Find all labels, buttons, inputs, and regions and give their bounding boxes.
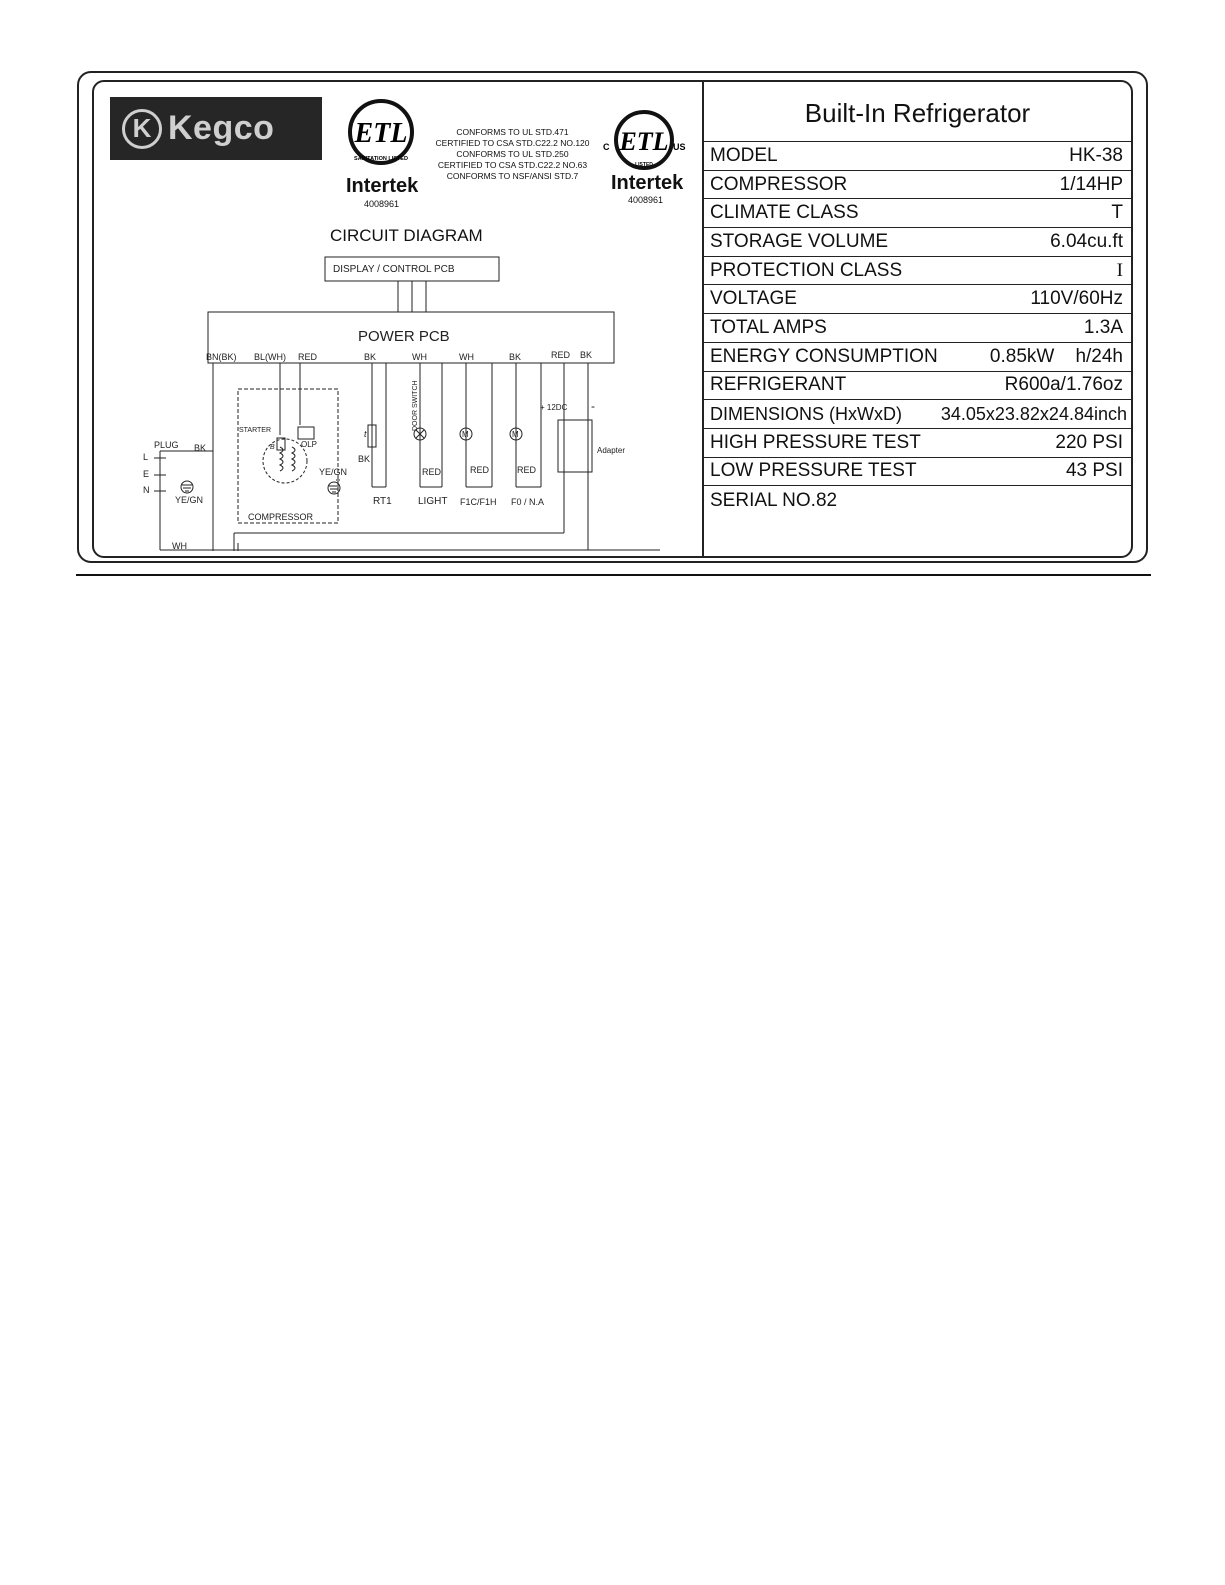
spec-label: VOLTAGE — [710, 288, 797, 310]
light-label: LIGHT — [418, 496, 448, 507]
spec-value: 6.04cu.ft — [1050, 230, 1123, 252]
conforms-line: CERTIFIED TO CSA STD.C22.2 NO.120 — [435, 138, 590, 148]
door-switch-label: DOOR SWITCH — [412, 380, 419, 431]
spec-value: R600a/1.76oz — [1004, 374, 1123, 396]
circuit-diagram-svg — [140, 255, 660, 555]
wire-label: BK — [580, 350, 593, 360]
spec-label: STORAGE VOLUME — [710, 230, 889, 252]
etl-arc-text: SANITATION LISTED — [354, 156, 408, 162]
spec-value: 34.05x23.82x24.84inch — [940, 403, 1127, 424]
spec-label: COMPRESSOR — [710, 173, 848, 195]
cetlus-prefix: C — [603, 142, 610, 152]
olp-label: OLP — [301, 440, 318, 449]
etl-sanitation-mark — [346, 98, 416, 170]
conforms-line: CONFORMS TO UL STD.250 — [456, 149, 569, 159]
starter-symbol: B — [270, 444, 275, 451]
thermistor-symbol: t — [364, 429, 367, 439]
spec-label: ENERGY CONSUMPTION — [710, 345, 938, 367]
wire-label: BK — [509, 352, 522, 362]
red-label: RED — [422, 467, 442, 477]
conformance-statements — [425, 127, 600, 182]
spec-value: 110V/60Hz — [1030, 288, 1123, 310]
plug-pin-n: N — [143, 485, 150, 495]
spec-label: HIGH PRESSURE TEST — [710, 431, 921, 453]
intertek-brand-right: Intertek — [611, 172, 684, 194]
spec-row-compressor — [704, 170, 1131, 199]
wire-label: RED — [298, 352, 318, 362]
f1c-label: F1C/F1H — [460, 497, 497, 507]
motor-symbol: M — [512, 430, 519, 439]
wire-label: RED — [551, 350, 571, 360]
kegco-logo-text: Kegco — [168, 109, 275, 147]
spec-label: MODEL — [710, 144, 778, 166]
f0-label: F0 / N.A — [511, 497, 545, 507]
spec-row-voltage — [704, 284, 1131, 313]
spec-row-energy-consumption — [704, 342, 1131, 371]
power-pcb-label: POWER PCB — [358, 328, 450, 345]
bk-wire-label: BK — [194, 443, 207, 453]
ye-gn-label-left: YE/GN — [175, 495, 204, 505]
spec-value: 220 PSI — [1055, 431, 1123, 453]
plug-label: PLUG — [154, 440, 179, 450]
rt1-label: RT1 — [373, 496, 392, 507]
wire-label: BK — [364, 352, 377, 362]
spec-value: 43 PSI — [1065, 460, 1123, 482]
ye-gn-label-right: YE/GN — [319, 467, 348, 477]
spec-row-protection-class — [704, 256, 1131, 285]
spec-label: TOTAL AMPS — [710, 316, 827, 338]
wire-label: BL(WH) — [254, 352, 286, 362]
kegco-logo-mark: K — [122, 109, 162, 149]
spec-label: DIMENSIONS (HxWxD) — [710, 403, 902, 424]
conforms-line: CONFORMS TO NSF/ANSI STD.7 — [446, 171, 579, 181]
wire-label: BN(BK) — [206, 352, 237, 362]
conforms-line: CONFORMS TO UL STD.471 — [456, 127, 569, 137]
circuit-diagram-title: CIRCUIT DIAGRAM — [330, 226, 483, 245]
spec-row-model — [704, 141, 1131, 170]
dc-minus-label: - — [591, 399, 595, 413]
display-pcb-label: DISPLAY / CONTROL PCB — [333, 264, 455, 275]
etl-arc-text: LISTED — [635, 162, 653, 168]
spec-value: HK-38 — [1069, 144, 1123, 166]
bk-rt1-label: BK — [358, 454, 371, 464]
dc-plus-label: + 12DC — [540, 403, 568, 412]
spec-value: 0.85kW h/24h — [989, 345, 1123, 367]
cetlus-listed-mark — [600, 108, 688, 174]
wh-label-bottom: WH — [172, 541, 187, 551]
spec-row-high-pressure-test — [704, 428, 1131, 457]
red-label: RED — [470, 465, 490, 475]
spec-label: REFRIGERANT — [710, 374, 847, 396]
spec-value: 1.3A — [1083, 316, 1123, 338]
serial-number: SERIAL NO.82 — [704, 485, 1131, 525]
spec-row-refrigerant — [704, 371, 1131, 400]
spec-value: I — [1116, 259, 1123, 281]
spec-title: Built-In Refrigerator — [804, 98, 1031, 128]
cetlus-suffix: US — [673, 142, 686, 152]
red-label: RED — [517, 465, 537, 475]
spec-row-dimensions — [704, 399, 1131, 428]
intertek-number-right: 4008961 — [628, 195, 664, 205]
spec-value: 1/14HP — [1059, 173, 1123, 195]
page-rule — [76, 574, 1151, 576]
spec-row-climate-class — [704, 198, 1131, 227]
intertek-brand-left: Intertek — [346, 175, 419, 197]
spec-row-storage-volume — [704, 227, 1131, 256]
intertek-number-left: 4008961 — [364, 199, 400, 209]
plug-pin-e: E — [143, 469, 150, 479]
etl-mark-text: ETL — [354, 118, 408, 149]
compressor-box — [238, 389, 338, 523]
compressor-label: COMPRESSOR — [248, 512, 314, 522]
starter-label: STARTER — [239, 427, 272, 434]
circuit-diagram — [140, 255, 660, 560]
plug-pin-l: L — [143, 452, 149, 462]
wire-label: WH — [459, 352, 474, 362]
spec-label: CLIMATE CLASS — [710, 202, 859, 224]
kegco-logo — [110, 97, 322, 160]
conforms-line: CERTIFIED TO CSA STD.C22.2 NO.63 — [437, 160, 588, 170]
spec-row-low-pressure-test — [704, 457, 1131, 486]
adapter-box — [558, 420, 592, 472]
spec-label: PROTECTION CLASS — [710, 259, 903, 281]
spec-table — [704, 141, 1131, 525]
spec-label: LOW PRESSURE TEST — [710, 460, 917, 482]
etl-mark-text: ETL — [619, 127, 669, 156]
motor-symbol: M — [462, 430, 469, 439]
wire-label: WH — [412, 352, 427, 362]
spec-row-total-amps — [704, 313, 1131, 342]
spec-value: T — [1111, 202, 1123, 224]
adapter-label: Adapter — [597, 446, 626, 455]
